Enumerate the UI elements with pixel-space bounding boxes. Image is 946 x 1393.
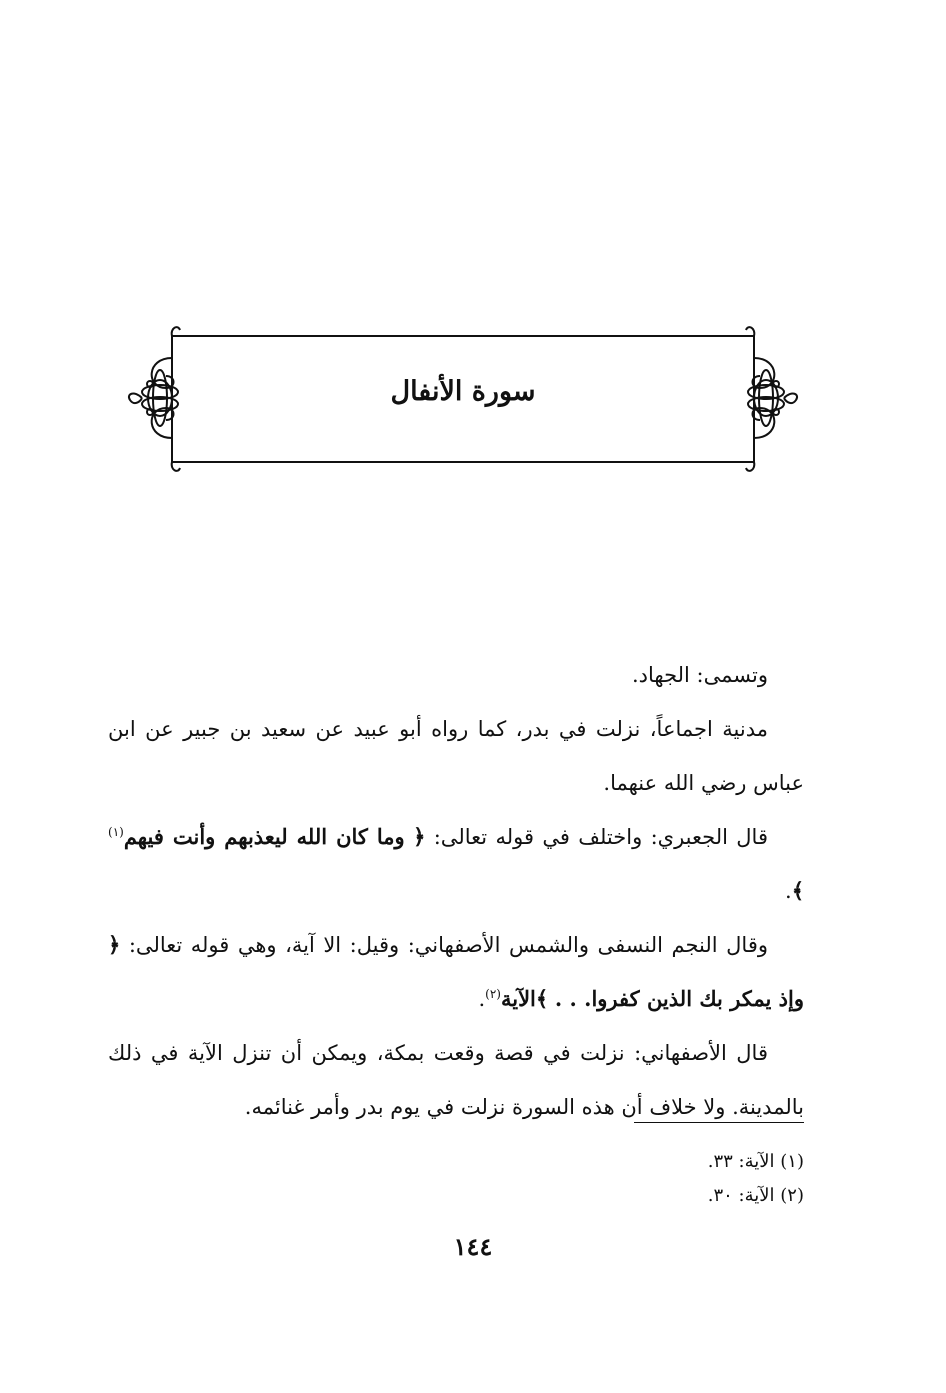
footnotes bbox=[500, 1145, 804, 1213]
paragraph-revelation: مدنية اجماعاً، نزلت في بدر، كما رواه أبو عبيد عن سعيد بن جبير عن ابن عباس رضي الله عنهما. bbox=[108, 717, 804, 795]
nasafi-end: . bbox=[478, 987, 486, 1011]
paragraph-isfahani: قال الأصفهاني: نزلت في قصة وقعت بمكة، ويمكن أن تنزل الآية في ذلك بالمدينة. ولا خلاف أن هذه السورة نزلت في يوم بدر وأمر غنائمه. bbox=[108, 1041, 804, 1119]
surah-title-frame bbox=[120, 318, 806, 478]
footnote-ref-1: (١) bbox=[108, 825, 124, 839]
footnote-1: (١) الآية: ٣٣. bbox=[707, 1151, 804, 1172]
page-number: ١٤٤ bbox=[453, 1232, 493, 1261]
surah-title: سورة الأنفال bbox=[390, 376, 536, 407]
jabari-intro: قال الجعبري: واختلف في قوله تعالى: bbox=[433, 825, 768, 849]
jabari-end: . bbox=[785, 879, 792, 903]
verse-suffix: الآية bbox=[500, 986, 536, 1011]
ornate-bracket-open: ﴿ bbox=[413, 824, 426, 849]
paragraph-jabari bbox=[108, 810, 804, 918]
body-text bbox=[108, 648, 804, 1134]
quran-verse-2: وإذ يمكر بك الذين كفروا. . . bbox=[554, 986, 804, 1011]
ornate-bracket-close-2: ﴾ bbox=[535, 986, 549, 1011]
footnote-ref-2: (٢) bbox=[485, 987, 501, 1001]
ornate-bracket-open-2: ﴿ bbox=[108, 932, 121, 957]
quran-verse-1: وما كان الله ليعذبهم وأنت فيهم bbox=[123, 824, 405, 849]
footnote-divider bbox=[634, 1122, 804, 1123]
nasafi-intro: وقال النجم النسفى والشمس الأصفهاني: وقيل: الا آية، وهي قوله تعالى: bbox=[128, 933, 768, 957]
footnote-2: (٢) الآية: ٣٠. bbox=[707, 1185, 804, 1206]
paragraph-nasafi bbox=[108, 918, 804, 1026]
paragraph-naming: وتسمى: الجهاد. bbox=[631, 663, 768, 687]
ornate-bracket-close: ﴾ bbox=[791, 878, 804, 903]
